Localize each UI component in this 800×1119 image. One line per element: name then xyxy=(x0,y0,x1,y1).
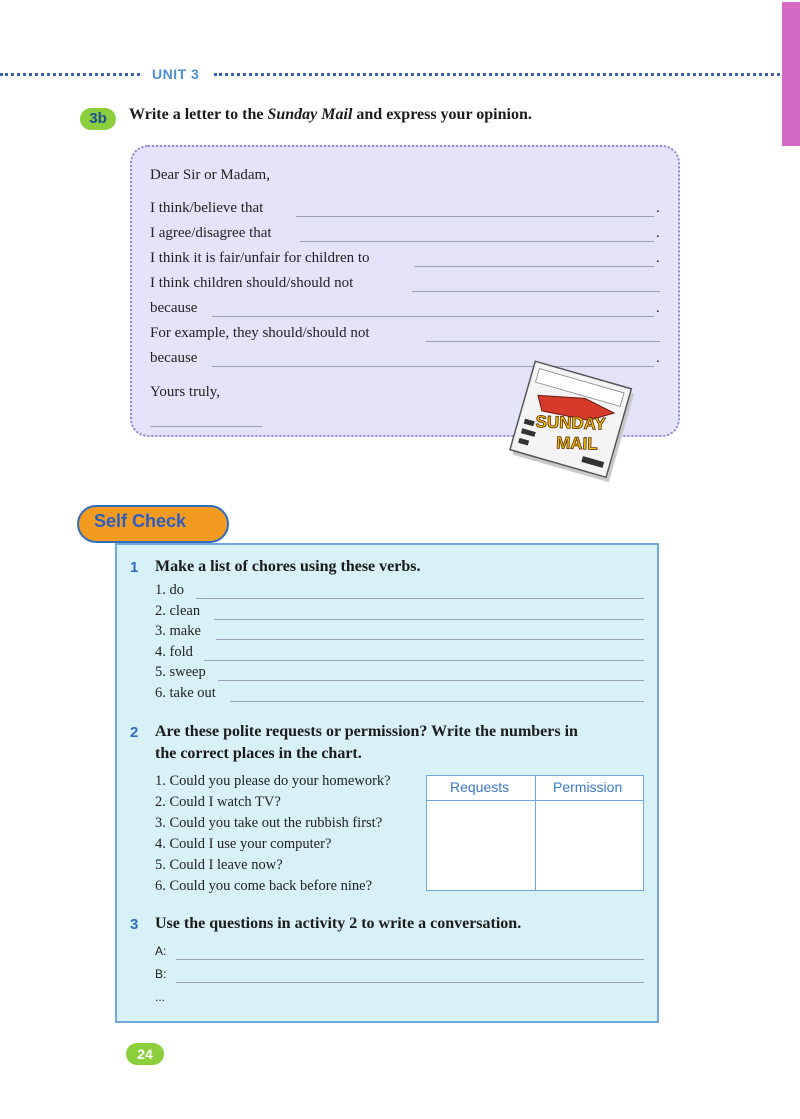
letter-line-label: For example, they should/should not xyxy=(150,325,370,341)
chart-column-divider xyxy=(535,776,536,890)
requests-answer-cell[interactable] xyxy=(428,802,534,889)
task-instruction: Write a letter to the Sunday Mail and express your opinion. xyxy=(129,106,532,123)
conversation-answer-line[interactable] xyxy=(176,959,644,960)
letter-answer-line[interactable] xyxy=(300,241,654,242)
task-badge: 3b xyxy=(80,108,116,130)
chore-item: 5. sweep xyxy=(155,664,206,680)
chore-answer-line[interactable] xyxy=(204,660,644,661)
chore-answer-line[interactable] xyxy=(214,619,644,620)
letter-line-label: because xyxy=(150,300,198,316)
request-sentence: 3. Could you take out the rubbish first? xyxy=(155,815,383,831)
period-mark: . xyxy=(656,350,660,366)
letter-answer-line[interactable] xyxy=(212,366,654,367)
letter-answer-line[interactable] xyxy=(414,266,654,267)
unit-label: UNIT 3 xyxy=(152,66,200,82)
period-mark: . xyxy=(656,200,660,216)
conversation-answer-line[interactable] xyxy=(176,982,644,983)
chore-answer-line[interactable] xyxy=(196,598,644,599)
letter-line-label: I think/believe that xyxy=(150,200,264,216)
letter-greeting: Dear Sir or Madam, xyxy=(150,167,270,183)
chore-item: 4. fold xyxy=(155,644,193,660)
chart-header-requests: Requests xyxy=(450,779,510,795)
self-check-title: Self Check xyxy=(94,511,187,531)
request-sentence: 4. Could I use your computer? xyxy=(155,836,332,852)
question-number: 2 xyxy=(130,724,139,741)
letter-closing: Yours truly, xyxy=(150,384,221,400)
page-edge-tab xyxy=(782,2,800,146)
newspaper-title-line2: MAIL xyxy=(555,433,598,454)
question-heading: Make a list of chores using these verbs. xyxy=(155,558,421,575)
chore-item: 1. do xyxy=(155,582,184,598)
letter-answer-line[interactable] xyxy=(212,316,654,317)
chore-item: 6. take out xyxy=(155,685,216,701)
request-sentence: 1. Could you please do your homework? xyxy=(155,773,391,789)
header-dotted-rule-right xyxy=(214,73,780,76)
question-number: 3 xyxy=(130,916,139,933)
letter-line-label: I think children should/should not xyxy=(150,275,354,291)
request-sentence: 6. Could you come back before nine? xyxy=(155,878,373,894)
chore-answer-line[interactable] xyxy=(218,680,644,681)
letter-line-label: I agree/disagree that xyxy=(150,225,272,241)
letter-line-label: I think it is fair/unfair for children to xyxy=(150,250,370,266)
question-heading: Use the questions in activity 2 to write a conversation. xyxy=(155,915,522,932)
newspaper-title-line1: SUNDAY xyxy=(535,412,607,434)
letter-line-label: because xyxy=(150,350,198,366)
continuation-mark: ... xyxy=(155,990,166,1004)
permission-answer-cell[interactable] xyxy=(537,802,643,889)
chore-answer-line[interactable] xyxy=(216,639,644,640)
chore-item: 2. clean xyxy=(155,603,201,619)
speaker-label: B: xyxy=(155,967,167,981)
question-number: 1 xyxy=(130,559,139,576)
period-mark: . xyxy=(656,300,660,316)
header-dotted-rule-left xyxy=(0,73,140,76)
period-mark: . xyxy=(656,225,660,241)
letter-answer-line[interactable] xyxy=(296,216,654,217)
question-heading-line2: the correct places in the chart. xyxy=(155,745,362,762)
question-heading-line1: Are these polite requests or permission? Write the numbers in xyxy=(155,723,578,740)
chore-answer-line[interactable] xyxy=(230,701,644,702)
request-sentence: 2. Could I watch TV? xyxy=(155,794,281,810)
page-number: 24 xyxy=(126,1043,164,1065)
period-mark: . xyxy=(656,250,660,266)
chore-item: 3. make xyxy=(155,623,201,639)
letter-answer-line[interactable] xyxy=(426,341,660,342)
speaker-label: A: xyxy=(155,944,167,958)
chart-header-permission: Permission xyxy=(553,779,623,795)
letter-answer-line[interactable] xyxy=(412,291,660,292)
request-sentence: 5. Could I leave now? xyxy=(155,857,283,873)
signature-line[interactable] xyxy=(150,426,262,427)
